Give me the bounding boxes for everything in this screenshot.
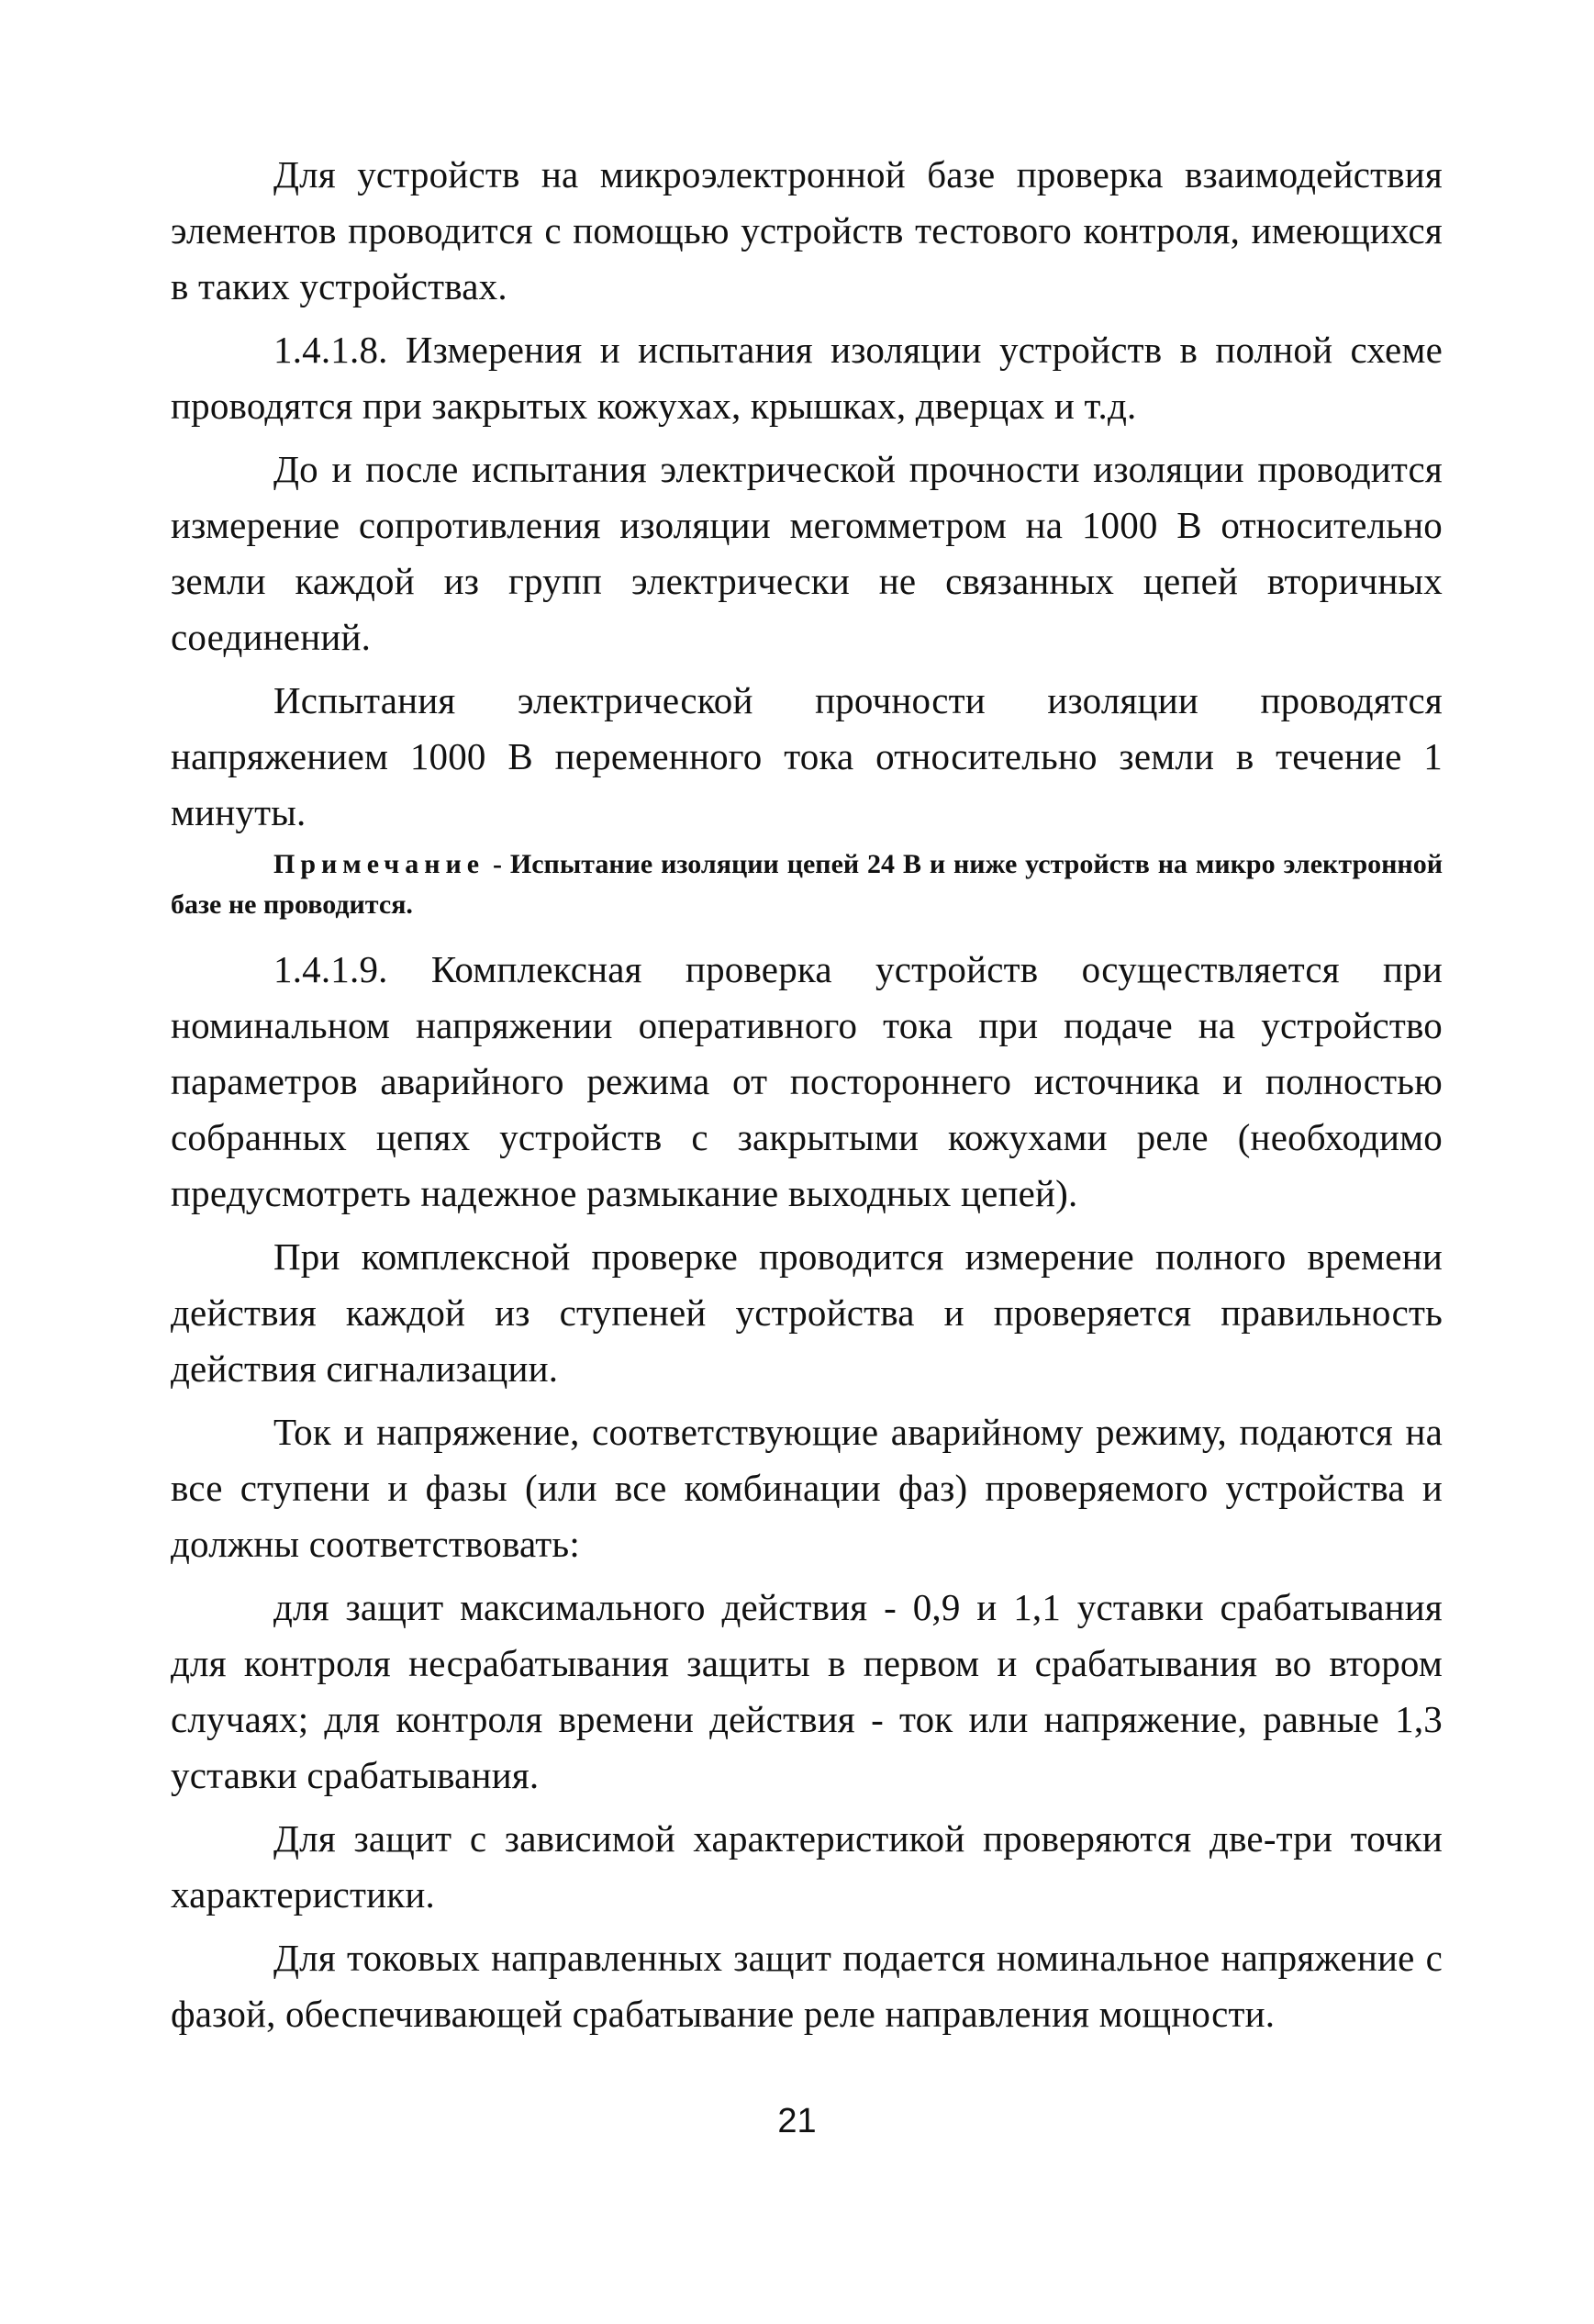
paragraph: Испытания электрической прочности изоляции проводятся напряжением 1000 В переменного тока относительно земли в течение 1 минуты. <box>171 679 1443 833</box>
page-number: 21 <box>777 2102 817 2140</box>
paragraph: 1.4.1.9. Комплексная проверка устройств осуществляется при номинальном напряжении оперативного тока при подаче на устройство параметров аварийного режима от постороннего источника и полностью собранных цепях устройств с закрытыми кожухами реле (необходимо предусмотреть надежное размыкание выходных цепей). <box>171 948 1443 1214</box>
paragraph: До и после испытания электрической прочности изоляции проводится измерение сопротивления изоляции мегомметром на 1000 В относительно земли каждой из групп электрически не связанных цепей вторичных соединений. <box>171 448 1443 658</box>
paragraph: Для защит с зависимой характеристикой проверяются две-три точки характеристики. <box>171 1817 1443 1916</box>
paragraph: При комплексной проверке проводится измерение полного времени действия каждой из ступеней устройства и проверяется правильность действия сигнализации. <box>171 1235 1443 1390</box>
body-text <box>171 147 1443 2050</box>
paragraph: 1.4.1.8. Измерения и испытания изоляции устройств в полной схеме проводятся при закрытых кожухах, крышках, дверцах и т.д. <box>171 329 1443 427</box>
paragraph: Для токовых направленных защит подается номинальное напряжение с фазой, обеспечивающей срабатывание реле направления мощности. <box>171 1937 1443 2035</box>
paragraph: Для устройств на микроэлектронной базе проверка взаимодействия элементов проводится с помощью устройств тестового контроля, имеющихся в таких устройствах. <box>171 153 1443 307</box>
note-label: Примечание <box>273 849 485 879</box>
paragraph: для защит максимального действия - 0,9 и 1,1 уставки срабатывания для контроля несрабатывания защиты в первом и срабатывания во втором случаях; для контроля времени действия - ток или напряжение, равные 1,3 уставки срабатывания. <box>171 1586 1443 1796</box>
note <box>171 844 1443 925</box>
note-text: - Испытание изоляции цепей 24 В и ниже устройств на микро электронной базе не проводится. <box>171 849 1443 920</box>
paragraph: Ток и напряжение, соответствующие аварийному режиму, подаются на все ступени и фазы (или все комбинации фаз) проверяемого устройства и должны соответствовать: <box>171 1411 1443 1565</box>
